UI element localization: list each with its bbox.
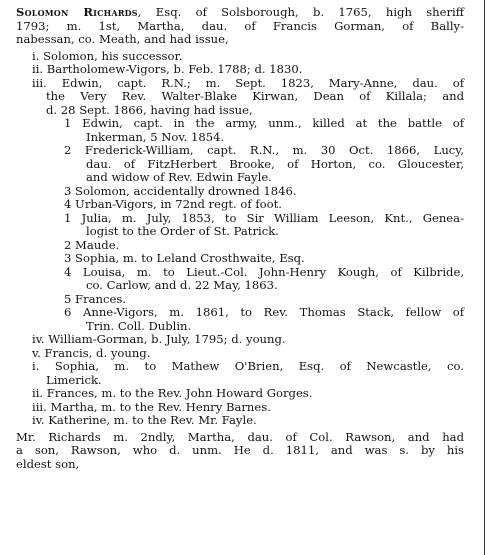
text-line: 4 Urban-Vigors, in 72nd regt. of foot. (64, 197, 282, 211)
text-line: ii. Bartholomew-Vigors, b. Feb. 1788; d. 1830. (32, 62, 303, 76)
text-line: Solomon Richards, Esq. of Solsborough, b. 1765, high sheriff (16, 5, 464, 19)
text-line: eldest son, (16, 456, 80, 471)
text-line: iii. Martha, m. to the Rev. Henry Barnes. (32, 399, 271, 414)
text-line: Limerick. (46, 372, 102, 387)
text-line: logist to the Order of St. Patrick. (86, 224, 279, 238)
genealogy-entry (16, 6, 464, 471)
text-line: dau. of FitzHerbert Brooke, of Horton, co. Gloucester, (86, 156, 464, 171)
text-line: 6 Anne-Vigors, m. 1861, to Rev. Thomas Stack, fellow of (64, 305, 464, 319)
text-line: iv. Katherine, m. to the Rev. Mr. Fayle. (32, 413, 257, 427)
text-line: iii. Edwin, capt. R.N.; m. Sept. 1823, Mary-Anne, dau. of (32, 75, 464, 90)
text-line: the Very Rev. Walter-Blake Kirwan, Dean of Killala; and (46, 89, 464, 103)
text-line: ii. Frances, m. to the Rev. John Howard Gorges. (32, 386, 313, 400)
text-line: 5 Frances. (64, 291, 127, 306)
text-line: 1 Edwin, capt. in the army, unm., killed at the battle of (64, 116, 464, 130)
text-line: i. Solomon, his successor. (32, 48, 183, 63)
text-line: and widow of Rev. Edwin Fayle. (86, 170, 272, 184)
text-line: Trin. Coll. Dublin. (86, 318, 192, 333)
text-line: 3 Solomon, accidentally drowned 1846. (64, 183, 297, 198)
text-line: d. 28 Sept. 1866, having had issue, (46, 102, 253, 117)
text-line: co. Carlow, and d. 22 May, 1863. (86, 278, 278, 292)
text-line: 1 Julia, m. July, 1853, to Sir William Leeson, Knt., Genea- (64, 210, 464, 225)
text-line: v. Francis, d. young. (32, 345, 151, 360)
text-line: i. Sophia, m. to Mathew O'Brien, Esq. of Newcastle, co. (32, 359, 464, 373)
text-line: Inkerman, 5 Nov. 1854. (86, 129, 225, 144)
text-line: a son, Rawson, who d. unm. He d. 1811, and was s. by his (16, 443, 464, 457)
text-line: nabessan, co. Meath, and had issue, (16, 32, 229, 46)
text-line: Mr. Richards m. 2ndly, Martha, dau. of Col. Rawson, and had (16, 429, 464, 444)
text-line: 2 Maude. (64, 237, 120, 252)
text-line: 1793; m. 1st, Martha, dau. of Francis Gorman, of Bally- (16, 18, 464, 33)
text-line: iv. William-Gorman, b. July, 1795; d. young. (32, 332, 286, 346)
column-rule (484, 0, 485, 555)
text-line: 3 Sophia, m. to Leland Crosthwaite, Esq. (64, 251, 305, 265)
text-line: 4 Louisa, m. to Lieut.-Col. John-Henry Kough, of Kilbride, (64, 264, 464, 279)
text-line: 2 Frederick-William, capt. R.N., m. 30 Oct. 1866, Lucy, (64, 143, 464, 157)
